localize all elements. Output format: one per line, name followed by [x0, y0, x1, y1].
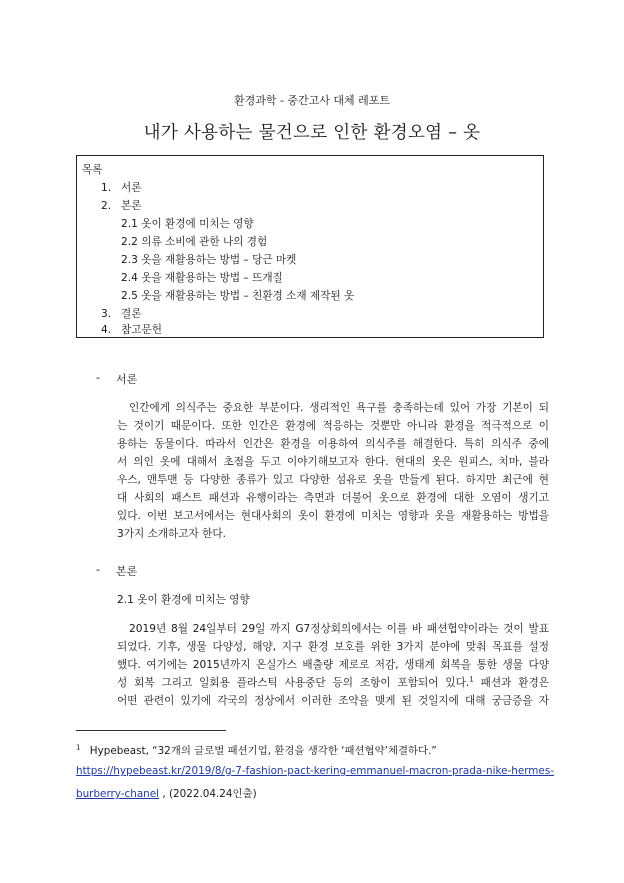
document-subtitle: 환경과학 - 중간고사 대체 레포트: [233, 94, 391, 107]
table-of-contents: [76, 155, 544, 338]
footnote-divider: [76, 730, 226, 731]
paragraph-line: [117, 676, 549, 690]
toc-subitem: 2.3 옷을 재활용하는 방법 – 당근 마켓: [121, 254, 297, 266]
toc-item-number: 1.: [101, 182, 112, 194]
paragraph-line: 되었다. 기후, 생물 다양성, 해양, 지구 환경 보호를 위한 3가지 분야에 맞춰 목표를 설정: [117, 641, 549, 653]
paragraph-line: 는 것이기 때문이다. 또한 인간은 환경에 적응하는 것뿐만 아니라 환경을 적극적으로 이: [117, 420, 549, 432]
footnote-link[interactable]: burberry-chanel: [76, 788, 160, 800]
toc-item-label: 본론: [121, 200, 142, 212]
paragraph-line: 우스, 맨투맨 등 다양한 종류가 있고 다양한 섬유로 옷을 만들게 된다. 하지만 최근에 현: [117, 474, 549, 486]
paragraph-line: 용하는 동물이다. 따라서 인간은 환경을 이용하여 의식주를 해결한다. 특히 의식주 중에: [117, 438, 549, 450]
toc-item-label: 참고문헌: [121, 324, 162, 336]
footnote-ref[interactable]: 1: [469, 675, 474, 684]
paragraph-line: 3가지 소개하고자 한다.: [117, 528, 226, 540]
paragraph-line: 2019년 8월 24일부터 29일 까지 G7정상회의에서는 이를 바 패션협약이라는 것이 발표: [129, 623, 549, 635]
footnote-text: Hypebeast, “32개의 글로벌 패션기업, 환경을 생각한 ‘패션협약’체결하다.”: [89, 745, 437, 757]
toc-subitem: 2.1 옷이 환경에 미치는 영향: [121, 218, 254, 230]
paragraph-line: 어떤 관련이 있기에 각국의 정상에서 이러한 조약을 맺게 된 것일지에 대해 궁금증을 자: [117, 695, 549, 707]
toc-subitem: 2.4 옷을 재활용하는 방법 – 뜨개질: [121, 272, 283, 284]
paragraph-line: 있다. 이번 보고서에서는 현대사회의 옷이 환경에 미치는 영향과 옷을 재활용하는 방법을: [117, 510, 549, 522]
toc-item: [101, 180, 141, 195]
body-paragraph: [117, 622, 549, 722]
footnote-link-line: [76, 765, 554, 777]
toc-heading: 목록: [82, 164, 103, 176]
bullet-dash: -: [96, 563, 100, 576]
section-heading-label: 서론: [116, 373, 138, 386]
paragraph-line: 인간에게 의식주는 중요한 부분이다. 생리적인 욕구를 충족하는데 있어 가장 기본이 되: [129, 402, 549, 414]
paragraph-line-text: 패션과 환경은: [480, 677, 549, 689]
toc-item: [101, 198, 141, 213]
paragraph-line-text: 성 회복 그리고 일회용 플라스틱 사용중단 등의 조항이 포함되어 있다.: [117, 677, 470, 689]
footnote-access-date: , (2022.04.24인출): [162, 788, 257, 800]
footnote-link[interactable]: https://hypebeast.kr/2019/8/g-7-fashion-pact-kering-emmanuel-macron-prada-nike-hermes-: [76, 765, 554, 777]
toc-subitem: 2.5 옷을 재활용하는 방법 – 친환경 소재 제작된 옷: [121, 290, 355, 302]
toc-item-label: 결론: [121, 308, 142, 320]
footnote-number: 1: [76, 743, 81, 752]
toc-item-number: 3.: [101, 308, 112, 320]
footnote: [76, 742, 437, 757]
toc-item: [101, 306, 141, 321]
paragraph-line: 서 의인 옷에 대해서 초점을 두고 이야기해보고자 한다. 현대의 옷은 원피스, 치마, 블라: [117, 456, 549, 468]
section-heading-label: 본론: [116, 565, 138, 578]
bullet-dash: -: [96, 371, 100, 384]
paragraph-line: 했다. 여기에는 2015년까지 온실가스 배출량 제로로 저감, 생태계 회복을 통한 생물 다양: [117, 659, 549, 671]
paragraph-line: 대 사회의 패스트 패션과 유행이라는 측면과 더불어 옷으로 환경에 대한 오염이 생기고: [117, 492, 549, 504]
toc-item-label: 서론: [121, 182, 142, 194]
toc-item: [101, 322, 162, 337]
intro-paragraph: [117, 401, 549, 551]
document-title: 내가 사용하는 물건으로 인한 환경오염 – 옷: [143, 123, 481, 143]
toc-item-number: 2.: [101, 200, 112, 212]
toc-item-number: 4.: [101, 324, 112, 336]
footnote-link-line: [76, 785, 257, 800]
toc-subitem: 2.2 의류 소비에 관한 나의 경험: [121, 236, 268, 248]
subsection-heading: 2.1 옷이 환경에 미치는 영향: [117, 594, 250, 606]
